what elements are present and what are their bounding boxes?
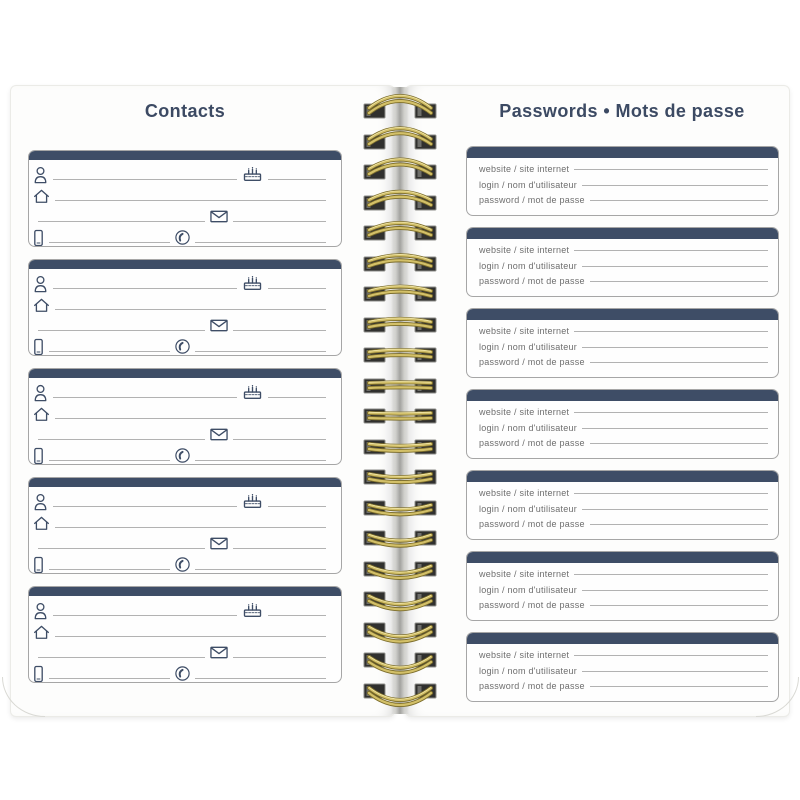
website-row <box>479 650 768 666</box>
website-label: website / site internet <box>479 164 570 174</box>
binding-wire-loop <box>360 432 440 462</box>
writing-line <box>574 250 768 251</box>
binding-wire-loop <box>360 218 440 248</box>
password-block-body <box>467 239 778 292</box>
telephone-icon <box>175 230 190 245</box>
password-block-body <box>467 320 778 373</box>
login-label: login / nom d'utilisateur <box>479 341 578 352</box>
binding-wire-loop <box>360 676 440 706</box>
password-row <box>479 519 768 535</box>
contact-name-row <box>33 164 331 185</box>
writing-line <box>49 569 170 570</box>
password-label: password / mot de passe <box>479 438 585 448</box>
writing-line <box>590 200 768 201</box>
birthday-cake-icon <box>242 275 263 292</box>
writing-line <box>590 281 768 282</box>
envelope-icon <box>210 537 228 550</box>
login-label: login / nom d'utilisateur <box>479 260 578 271</box>
writing-line <box>582 671 768 672</box>
contact-name-row <box>33 600 331 621</box>
block-header-bar <box>28 259 342 269</box>
contact-email-row <box>33 533 331 554</box>
mobile-phone-icon <box>33 447 44 465</box>
person-icon <box>33 275 48 293</box>
binding-wire-loop <box>360 554 440 584</box>
login-row <box>479 261 768 277</box>
envelope-icon <box>210 428 228 441</box>
writing-line <box>590 686 768 687</box>
writing-line <box>268 615 326 616</box>
website-row <box>479 569 768 585</box>
writing-line <box>195 678 326 679</box>
writing-line <box>268 397 326 398</box>
contact-phone-row <box>33 554 331 574</box>
binding-wire-loop <box>360 401 440 431</box>
binding-wire-loop <box>360 188 440 218</box>
writing-line <box>38 548 205 549</box>
mobile-phone-icon <box>33 556 44 574</box>
contact-phone-row <box>33 663 331 683</box>
writing-line <box>49 460 170 461</box>
contact-phone-row <box>33 445 331 465</box>
writing-line <box>590 362 768 363</box>
website-row <box>479 245 768 261</box>
block-header-bar <box>466 146 779 158</box>
bottom-right-corner-arc <box>756 677 799 717</box>
password-entry-block <box>466 632 779 702</box>
telephone-icon <box>175 448 190 463</box>
login-row <box>479 342 768 358</box>
writing-line <box>233 221 326 222</box>
contact-name-row <box>33 491 331 512</box>
password-block-body <box>467 482 778 535</box>
writing-line <box>38 657 205 658</box>
contact-block-body <box>29 160 341 247</box>
writing-line <box>55 636 326 637</box>
contact-name-row <box>33 273 331 294</box>
binding-wire-loop <box>360 615 440 645</box>
home-icon <box>33 406 50 422</box>
login-label: login / nom d'utilisateur <box>479 584 578 595</box>
binding-wire-loop <box>360 340 440 370</box>
password-row <box>479 357 768 373</box>
block-header-bar <box>466 632 779 644</box>
writing-line <box>582 185 768 186</box>
writing-line <box>574 412 768 413</box>
contact-entry-block <box>28 368 342 465</box>
password-row <box>479 195 768 211</box>
login-row <box>479 585 768 601</box>
contact-entry-block <box>28 259 342 356</box>
writing-line <box>195 569 326 570</box>
binding-wire-loop <box>360 310 440 340</box>
contacts-page <box>10 85 395 717</box>
writing-line <box>574 574 768 575</box>
login-label: login / nom d'utilisateur <box>479 665 578 676</box>
password-entry-block <box>466 308 779 378</box>
website-label: website / site internet <box>479 407 570 417</box>
contact-address-row <box>33 185 331 206</box>
home-icon <box>33 188 50 204</box>
binding-wire-loop <box>360 279 440 309</box>
writing-line <box>268 288 326 289</box>
person-icon <box>33 602 48 620</box>
binding-wire-loop <box>360 523 440 553</box>
login-row <box>479 180 768 196</box>
block-header-bar <box>28 150 342 160</box>
writing-line <box>53 615 237 616</box>
login-row <box>479 504 768 520</box>
writing-line <box>590 443 768 444</box>
writing-line <box>582 428 768 429</box>
login-label: login / nom d'utilisateur <box>479 422 578 433</box>
contact-entry-block <box>28 150 342 247</box>
block-header-bar <box>28 368 342 378</box>
writing-line <box>268 506 326 507</box>
binding-wire-loop <box>360 462 440 492</box>
writing-line <box>49 678 170 679</box>
website-row <box>479 407 768 423</box>
password-label: password / mot de passe <box>479 276 585 286</box>
mobile-phone-icon <box>33 338 44 356</box>
writing-line <box>233 548 326 549</box>
envelope-icon <box>210 319 228 332</box>
contact-address-row <box>33 294 331 315</box>
writing-line <box>38 330 205 331</box>
writing-line <box>38 221 205 222</box>
home-icon <box>33 515 50 531</box>
contact-email-row <box>33 315 331 336</box>
writing-line <box>590 605 768 606</box>
website-label: website / site internet <box>479 245 570 255</box>
writing-line <box>53 506 237 507</box>
binding-wire-loop <box>360 493 440 523</box>
passwords-page <box>405 85 790 717</box>
writing-line <box>233 657 326 658</box>
contact-address-row <box>33 403 331 424</box>
password-label: password / mot de passe <box>479 195 585 205</box>
birthday-cake-icon <box>242 602 263 619</box>
contact-email-row <box>33 424 331 445</box>
contact-address-row <box>33 512 331 533</box>
writing-line <box>53 179 237 180</box>
contact-block-body <box>29 596 341 683</box>
writing-line <box>574 331 768 332</box>
password-row <box>479 276 768 292</box>
password-label: password / mot de passe <box>479 600 585 610</box>
binding-wire-loop <box>360 96 440 126</box>
writing-line <box>55 200 326 201</box>
binding-wire-loop <box>360 127 440 157</box>
writing-line <box>582 347 768 348</box>
mobile-phone-icon <box>33 229 44 247</box>
spiral-binding <box>360 96 440 712</box>
telephone-icon <box>175 666 190 681</box>
password-entry-block <box>466 146 779 216</box>
writing-line <box>55 309 326 310</box>
envelope-icon <box>210 646 228 659</box>
contact-block-body <box>29 487 341 574</box>
password-row <box>479 681 768 697</box>
login-label: login / nom d'utilisateur <box>479 503 578 514</box>
password-entry-block <box>466 227 779 297</box>
block-header-bar <box>466 308 779 320</box>
website-row <box>479 488 768 504</box>
password-label: password / mot de passe <box>479 519 585 529</box>
binding-wire-loop <box>360 249 440 279</box>
password-blocks-column <box>466 146 779 713</box>
login-row <box>479 666 768 682</box>
binding-wire-loop <box>360 371 440 401</box>
password-block-body <box>467 563 778 616</box>
website-label: website / site internet <box>479 326 570 336</box>
writing-line <box>195 460 326 461</box>
birthday-cake-icon <box>242 166 263 183</box>
writing-line <box>233 330 326 331</box>
telephone-icon <box>175 557 190 572</box>
contacts-page-title: Contacts <box>144 101 226 121</box>
password-block-body <box>467 158 778 211</box>
binding-wire-loop <box>360 157 440 187</box>
home-icon <box>33 624 50 640</box>
password-entry-block <box>466 470 779 540</box>
contact-address-row <box>33 621 331 642</box>
contact-entry-block <box>28 477 342 574</box>
person-icon <box>33 493 48 511</box>
notebook-spread <box>10 85 790 717</box>
envelope-icon <box>210 210 228 223</box>
password-entry-block <box>466 389 779 459</box>
password-block-body <box>467 644 778 697</box>
writing-line <box>53 288 237 289</box>
writing-line <box>55 418 326 419</box>
writing-line <box>582 266 768 267</box>
block-header-bar <box>466 389 779 401</box>
website-row <box>479 164 768 180</box>
passwords-page-title: Passwords • Mots de passe <box>499 101 745 121</box>
password-label: password / mot de passe <box>479 681 585 691</box>
password-block-body <box>467 401 778 454</box>
password-row <box>479 600 768 616</box>
telephone-icon <box>175 339 190 354</box>
website-label: website / site internet <box>479 569 570 579</box>
contact-email-row <box>33 642 331 663</box>
contact-entry-block <box>28 586 342 683</box>
password-row <box>479 438 768 454</box>
contact-block-body <box>29 269 341 356</box>
writing-line <box>233 439 326 440</box>
contact-name-row <box>33 382 331 403</box>
block-header-bar <box>466 227 779 239</box>
contact-email-row <box>33 206 331 227</box>
writing-line <box>574 169 768 170</box>
binding-wire-loop <box>360 584 440 614</box>
password-label: password / mot de passe <box>479 357 585 367</box>
contact-blocks-column <box>28 150 342 695</box>
writing-line <box>195 242 326 243</box>
writing-line <box>195 351 326 352</box>
person-icon <box>33 384 48 402</box>
block-header-bar <box>466 470 779 482</box>
birthday-cake-icon <box>242 384 263 401</box>
writing-line <box>574 655 768 656</box>
writing-line <box>49 242 170 243</box>
writing-line <box>38 439 205 440</box>
website-row <box>479 326 768 342</box>
contact-block-body <box>29 378 341 465</box>
home-icon <box>33 297 50 313</box>
block-header-bar <box>28 477 342 487</box>
password-entry-block <box>466 551 779 621</box>
binding-wire-loop <box>360 645 440 675</box>
website-label: website / site internet <box>479 488 570 498</box>
website-label: website / site internet <box>479 650 570 660</box>
block-header-bar <box>28 586 342 596</box>
person-icon <box>33 166 48 184</box>
writing-line <box>268 179 326 180</box>
contact-phone-row <box>33 336 331 356</box>
login-row <box>479 423 768 439</box>
writing-line <box>49 351 170 352</box>
block-header-bar <box>466 551 779 563</box>
writing-line <box>590 524 768 525</box>
writing-line <box>53 397 237 398</box>
writing-line <box>55 527 326 528</box>
bottom-left-corner-arc <box>2 677 45 717</box>
birthday-cake-icon <box>242 493 263 510</box>
writing-line <box>582 509 768 510</box>
login-label: login / nom d'utilisateur <box>479 179 578 190</box>
contact-phone-row <box>33 227 331 247</box>
writing-line <box>582 590 768 591</box>
writing-line <box>574 493 768 494</box>
